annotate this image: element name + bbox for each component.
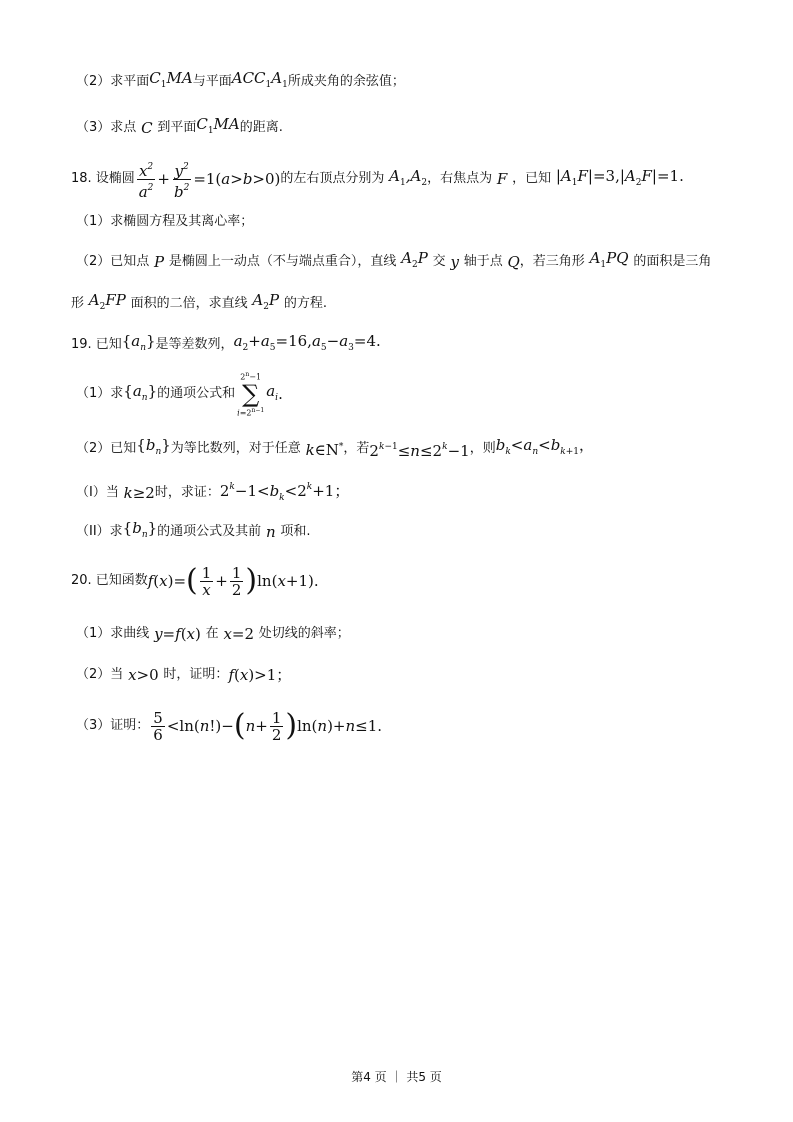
- q20-stem: 20. 已知函数 f(x)= ( $\frac{1}{x}$ + $\frac{1}{2}$ ) ln(x+1).: [71, 563, 319, 599]
- q20-part3: （3）证明： $\frac{5}{6}$ <ln(n!)− ( n + $\frac{1}{2}$ ) ln(n)+n≤1.: [76, 708, 383, 744]
- summation-symbol: $2^n-1$ ∑ $i=2^{n-1}$: [237, 371, 265, 418]
- q19-part2: （2）已知 $\{b_n\}$ 为等比数列，对于任意 k∈N* ，若 $2^{k-1}\le n\le 2^k-1$ ，则 $b_k<a_n<b_{k+1}$，: [76, 436, 595, 460]
- question-number: 18.: [71, 171, 92, 186]
- q19-stem: 19. 已知 $\{a_n\}$ 是等差数列， $a_2+a_5=16,a_5-a_3=4$.: [71, 332, 381, 353]
- q17-part2: （2） 求平面 $C_1MA$ 与平面 $ACC_1A_1$ 所成夹角的余弦值；: [76, 69, 405, 90]
- q18-part2: （2）已知点 P 是椭圆上一动点（不与端点重合），直线 $A_2P$ 交 y 轴于点 Q ，若三角形 $A_1PQ$ 的面积是三角: [76, 249, 712, 271]
- part-number: （2）: [76, 73, 111, 89]
- q20-part2: （2）当 x>0 时，证明： f(x)>1；: [76, 666, 292, 684]
- q17-part3: （3） 求点 C 到平面 $C_1MA$ 的距离.: [76, 115, 283, 137]
- q18-part2-cont: 形 $A_2FP$ 面积的二倍，求直线 $A_2P$ 的方程.: [71, 291, 328, 312]
- q19-part1: （1）求 $\{a_n\}$ 的通项公式和 $2^n-1$ ∑ $i=2^{n-1}$ $a_i$ .: [76, 371, 283, 418]
- q19-part-i: （I）当 k≥2 时，求证： $2^k-1<b_k<2^k+1$；: [76, 482, 350, 503]
- q19-part-ii: （II）求 $\{b_n\}$ 的通项公式及其前 n 项和.: [76, 519, 311, 541]
- page-footer: 第4 页 ｜ 共5 页: [351, 1070, 442, 1084]
- q18-stem: 18. 设椭圆 $\frac{x^2}{a^2}$ + $\frac{y^2}{b^2}$ =1(a>b>0) 的左右顶点分别为 $A_1,A_2$ ，右焦点为 F ，已知 $|A_1F|=3,|A_2F|=1$.: [71, 164, 793, 194]
- part-number: （3）: [76, 119, 111, 135]
- q18-part1: （1）求椭圆方程及其离心率；: [76, 214, 254, 229]
- q20-part1: （1）求曲线 y=f(x) 在 x=2 处切线的斜率；: [76, 625, 350, 643]
- question-number: 20.: [71, 573, 92, 588]
- question-number: 19.: [71, 336, 92, 352]
